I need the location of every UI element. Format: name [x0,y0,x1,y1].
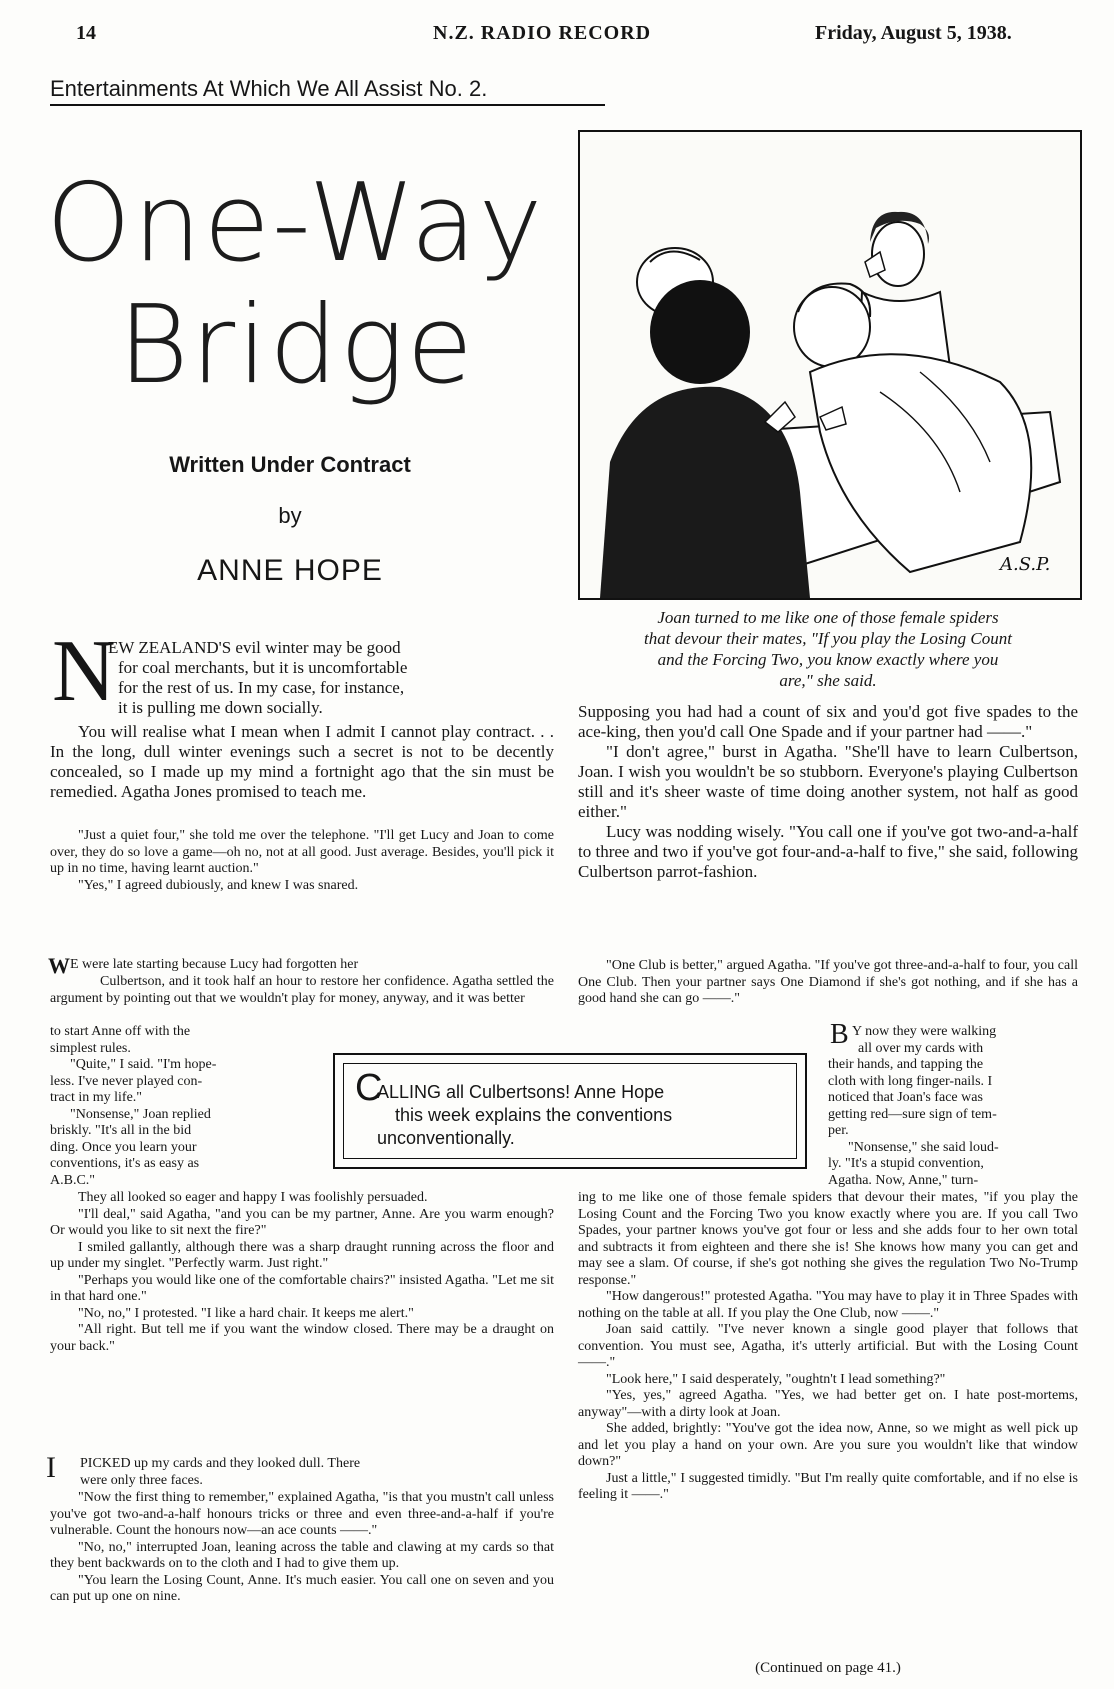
continued-note: (Continued on page 41.) [755,1660,901,1676]
byline-by: by [278,503,302,528]
page-number: 14 [76,22,96,44]
drop-cap-i: I [46,1451,56,1484]
bridge-scene-drawing [580,132,1080,598]
series-title: Entertainments At Which We All Assist No. 2. [50,76,488,101]
narrow-right-text: Y now they were walking all over my cards with their hands, and tapping the cloth with long finger-nails. I noticed that Joan's face was getting red—sure sign of tem- per. "Nonsense," she said loud- ly. "It's a stupid convention, Agatha. Now, Anne," turn- [828,1024,999,1188]
illustration-card-players [578,130,1082,600]
callout-cap-c: C [355,1067,383,1109]
drop-cap-w: W [48,953,70,978]
narrow-left-text: to start Anne off with the simplest rules. "Quite," I said. "I'm hope- less. I've never played con- tract in my life." "Nonsense," Joan replied briskly. "It's all in the bid ding. Once you learn your conventions, it's as easy as A.B.C." [50,1024,217,1188]
subtitle: Written Under Contract [169,452,411,477]
left-column-top: You will realise what I mean when I admit I cannot play contract. . . In the long, dull winter evenings such a secret is not to be decently concealed, so I made up my mind a fortnight ago that the sin must be remedied. Agatha Jones promised to teach me. [50,722,554,801]
section-i-second-line: were only three faces. [80,1473,203,1488]
section-w-body: Culbertson, and it took half an hour to restore her confidence. Agatha settled the argument by pointing out that we wouldn't play for money, anyway, and it was better [50,974,554,1006]
left-column-quotes: "Just a quiet four," she told me over the telephone. "I'll get Lucy and Joan to come over, they do so love a game—oh no, not at all good. Just average. Besides, you'll pick it up in no time, having learnt auction." "Yes," I agreed dubiously, and knew I was snared. [50,828,554,893]
illustration-caption: Joan turned to me like one of those female spiders that devour their mates, "If you play the Losing Count and the Forcing Two, you know exactly where you are," she said. [644,608,1012,690]
right-column-quote: "One Club is better," argued Agatha. "If you've got three-and-a-half to four, you call One Club. Then your partner says One Diamond if she's got nothing, and if she has a good hand she can go ——." [578,958,1078,1006]
author-name: ANNE HOPE [197,554,383,587]
headline-line2: Bridge [118,283,475,408]
headline-line1: One-Way [46,161,545,286]
section-i-first-line: PICKED up my cards and they looked dull. There [80,1456,361,1471]
drop-cap-n: N [52,623,116,720]
callout-box [333,1053,807,1169]
drop-cap-b: B [830,1019,849,1050]
left-column-bottom: "Now the first thing to remember," explained Agatha, "is that you mustn't call unless you've got two-and-a-half honours tricks or three and even three-and-a-half if you're vulnerable. Count the honours now—an ace counts ——." "No, no," interrupted Joan, leaning across the table and clawing at my cards so that they bent backwards on to the cloth and I had to give them up. "You learn the Losing Count, Anne. It's much easier. You call one on seven and you can put up one on nine. [50,1490,554,1604]
intro-paragraph: EW ZEALAND'S evil winter may be good for coal merchants, but it is uncomfortable for the rest of us. In my case, for instance, it is pulling me down socially. [108,638,408,717]
left-column-lower: They all looked so eager and happy I was foolishly persuaded. "I'll deal," said Agatha, "and you can be my partner, Anne. Are you warm enough? Or would you like to sit next the fire?" I smiled gallantly, although there was a sharp draught running across the floor and up under my singlet. "Perfectly warm. Just right." "Perhaps you would like one of the comfortable chairs?" insisted Agatha. "Let me sit in that hard one." "No, no," I protested. "I like a hard chair. It keeps me alert." "All right. But tell me if you want the window closed. There may be a draught on your back." [50,1190,554,1354]
section-w-first-line: E were late starting because Lucy had forgotten her [70,957,359,972]
right-column-lower: ing to me like one of those female spiders that devour their mates, "if you play the Losing Count and the Forcing Two you know exactly where you are. If you call Two Spades, your partner knows you've got four or less and she adds four to her own total and subtracts it from eighteen and there she is! She knows how many you can get and may see a slam. Of course, if she's got nothing she gives the regulation Two No-Trump response." "How dangerous!" protested Agatha. "You may have to play it in Three Spades with nothing on the table at all. If you play the One Club, now ——." Joan said cattily. "I've never known a single good player that follows that convention. You must see, Agatha, it's utterly artificial. But with the Losing Count ——." "Look here," I said desperately, "oughtn't I lead something?" "Yes, yes," agreed Agatha. "Yes, we had better get on. I hate post-mortems, anyway"—with a dirty look at Joan. She added, brightly: "You've got the idea now, Anne, so we might as well pick up and let you play a hand on your own. Are you sure you wouldn't like that window down?" Just a little," I suggested timidly. "But I'm really quite comfortable, and if no else is feeling it ——." [578,1190,1078,1502]
publication-title: N.Z. RADIO RECORD [433,22,652,44]
artist-signature: A.S.P. [1000,554,1051,575]
series-underline [50,104,605,106]
right-column-upper: Supposing you had had a count of six and you'd got five spades to the ace-king, then you'd call One Spade and if your partner had ——." "I don't agree," burst in Agatha. "She'll have to learn Culbertson, Joan. I wish you wouldn't be so stubborn. Everyone's playing Culbertson still and it's sheer waste of time doing another system, not half as good either." Lucy was nodding wisely. "You call one if you've got two-and-a-half to three and two if you've got four-and-a-half to five," she said, following Culbertson parrot-fashion. [578,702,1078,881]
callout-text: ALLING all Culbertsons! Anne Hope this week explains the conventions unconventionally. [377,1082,673,1148]
issue-date: Friday, August 5, 1938. [815,22,1012,44]
